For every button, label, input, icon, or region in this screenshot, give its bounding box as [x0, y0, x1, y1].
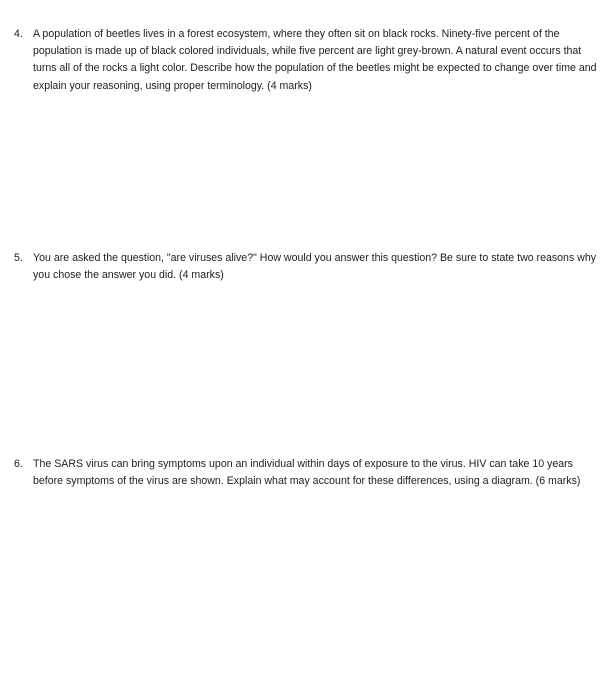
question-number: 6.: [14, 458, 23, 470]
question-5: [14, 250, 599, 284]
question-4: [14, 26, 599, 95]
question-6: [14, 456, 599, 490]
question-number: 4.: [14, 28, 23, 40]
question-text: The SARS virus can bring symptoms upon an individual within days of exposure to the virus. HIV can take 10 years before symptoms of the virus are shown. Explain what may account for these differences, using a diagram. (6 marks): [33, 458, 581, 488]
question-text: A population of beetles lives in a forest ecosystem, where they often sit on black rocks. Ninety-five percent of the population is made up of black colored individuals, while five percent are light grey-brown. A natural event occurs that turns all of the rocks a light color. Describe how the population of the beetles might be expected to change over time and explain your reasoning, using proper terminology. (4 marks): [33, 28, 597, 92]
question-number: 5.: [14, 252, 23, 264]
question-text: You are asked the question, "are viruses alive?" How would you answer this question? Be sure to state two reasons why you chose the answer you did. (4 marks): [33, 252, 597, 282]
